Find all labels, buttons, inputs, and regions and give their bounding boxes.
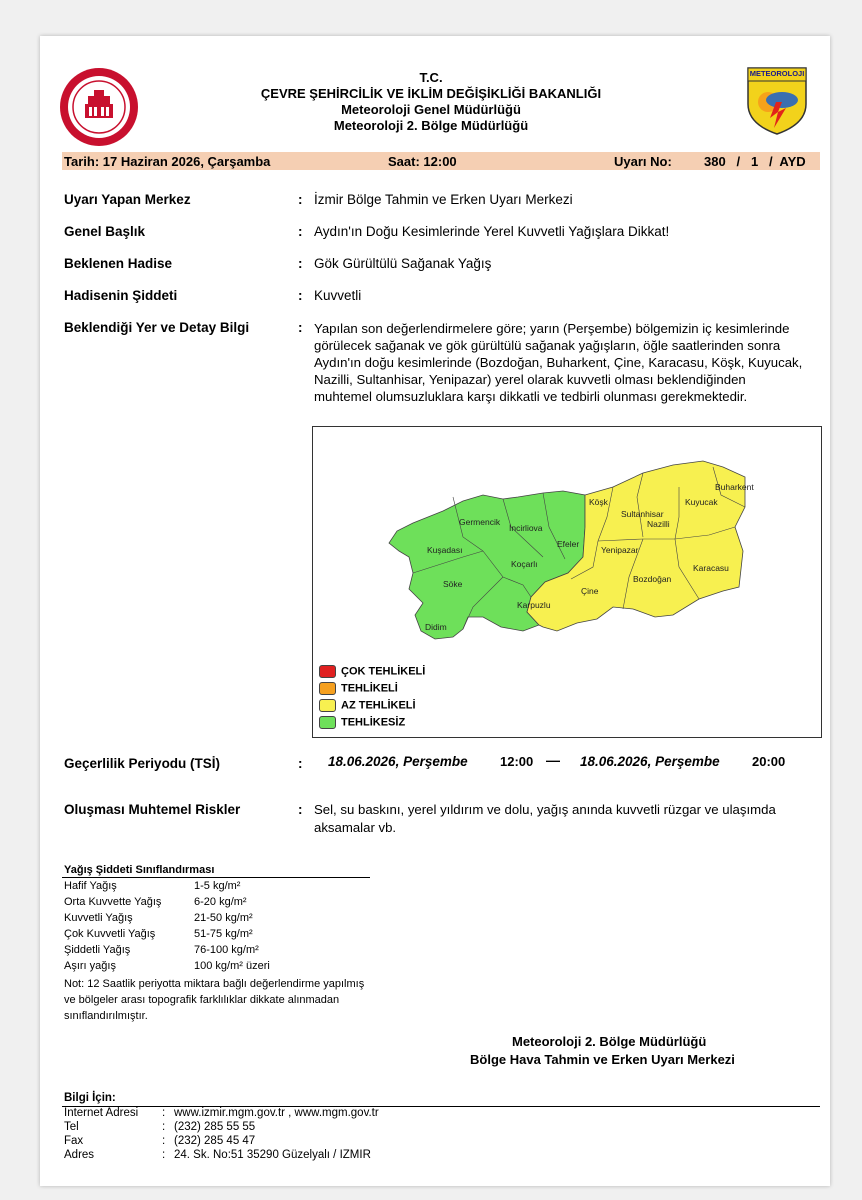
detail-label: Beklendiği Yer ve Detay Bilgi: [64, 320, 250, 335]
colon: :: [298, 288, 303, 303]
colon: :: [298, 320, 303, 335]
warning-no: 380 / 1 / AYD: [704, 154, 806, 169]
header-ministry: ÇEVRE ŞEHİRCİLİK VE İKLİM DEĞİŞİKLİĞİ BAKANLIĞI: [260, 86, 602, 101]
classification-value: 1-5 kg/m²: [194, 880, 241, 892]
classification-value: 100 kg/m² üzeri: [194, 960, 270, 972]
validity-label: Geçerlilik Periyodu (TSİ): [64, 756, 221, 771]
header-tc: T.C.: [419, 70, 443, 85]
colon: :: [162, 1121, 166, 1133]
signature-line2: Bölge Hava Tahmin ve Erken Uyarı Merkezi: [470, 1052, 735, 1067]
severity-label: Hadisenin Şiddeti: [64, 288, 178, 303]
colon: :: [298, 192, 303, 207]
classification-title: Yağış Şiddeti Sınıflandırması: [64, 864, 215, 876]
title-value: Aydın'ın Doğu Kesimlerinde Yerel Kuvvetli Yağışlara Dikkat!: [314, 224, 670, 239]
district-label-soke: Söke: [443, 579, 463, 589]
header-region: Meteoroloji 2. Bölge Müdürlüğü: [333, 118, 529, 133]
colon: :: [162, 1135, 166, 1147]
classification-divider: [62, 877, 370, 878]
classification-name: Şiddetli Yağış: [64, 944, 131, 956]
logo-text: METEOROLOJI: [749, 69, 805, 78]
classification-name: Orta Kuvvette Yağış: [64, 896, 162, 908]
colon: :: [298, 756, 303, 771]
event-label: Beklenen Hadise: [64, 256, 173, 271]
legend-item-tehlikeli: [319, 682, 398, 695]
district-label-bozdogan: Bozdoğan: [633, 574, 672, 584]
header-directorate: Meteoroloji Genel Müdürlüğü: [341, 102, 521, 117]
colon: :: [162, 1107, 166, 1119]
info-key: Internet Adresi: [64, 1107, 139, 1119]
info-value: (232) 285 55 55: [174, 1121, 256, 1133]
risks-label: Oluşması Muhtemel Riskler: [64, 802, 241, 817]
info-key: Fax: [64, 1135, 84, 1147]
district-label-kocarli: Koçarlı: [511, 559, 538, 569]
legend-label: TEHLİKESİZ: [341, 716, 406, 729]
district-label-karacasu: Karacasu: [693, 563, 729, 573]
district-label-efeler: Efeler: [557, 539, 580, 549]
district-label-buharkent: Buharkent: [715, 482, 754, 492]
info-value: (232) 285 45 47: [174, 1135, 256, 1147]
classification-value: 21-50 kg/m²: [194, 912, 253, 924]
classification-value: 51-75 kg/m²: [194, 928, 253, 940]
legend-item-az-tehlikeli: [319, 699, 416, 712]
district-label-kosk: Köşk: [589, 497, 608, 507]
signature-line1: Meteoroloji 2. Bölge Müdürlüğü: [512, 1034, 707, 1049]
district-label-didim: Didim: [425, 622, 447, 632]
warning-date: Tarih: 17 Haziran 2026, Çarşamba: [64, 154, 271, 169]
warning-no-label: Uyarı No:: [614, 154, 672, 169]
info-title: Bilgi İçin:: [64, 1092, 116, 1104]
colon: :: [298, 256, 303, 271]
legend-label: TEHLİKELİ: [341, 682, 398, 695]
classification-value: 76-100 kg/m²: [194, 944, 259, 956]
legend-swatch: [319, 682, 336, 695]
center-value: İzmir Bölge Tahmin ve Erken Uyarı Merkezi: [314, 192, 573, 207]
warning-map: [312, 426, 822, 738]
info-value: www.izmir.mgm.gov.tr , www.mgm.gov.tr: [174, 1107, 379, 1119]
legend-swatch: [319, 665, 336, 678]
district-label-cine: Çine: [581, 586, 599, 596]
legend-item-cok-tehlikeli: [319, 665, 425, 678]
legend-label: AZ TEHLİKELİ: [341, 699, 416, 712]
warning-time: Saat: 12:00: [388, 154, 457, 169]
validity-end-date: 18.06.2026, Perşembe: [580, 754, 720, 769]
validity-dash: —: [546, 752, 560, 768]
legend-swatch: [319, 716, 336, 729]
severity-value: Kuvvetli: [314, 288, 362, 303]
district-label-kusadasi: Kuşadası: [427, 545, 463, 555]
validity-start-date: 18.06.2026, Perşembe: [328, 754, 468, 769]
classification-note: Not: 12 Saatlik periyotta miktara bağlı değerlendirme yapılmış ve bölgeler arası topografik farklılıklar dikkate alınmadan sınıflandırılmıştır.: [64, 978, 365, 1022]
classification-name: Çok Kuvvetli Yağış: [64, 928, 156, 940]
validity-end-time: 20:00: [752, 754, 786, 769]
colon: :: [162, 1149, 166, 1161]
detail-value: Yapılan son değerlendirmelere göre; yarın (Perşembe) bölgemizin iç kesimlerinde görülecek sağanak ve gök gürültülü sağanak yağışların, öğle saatlerinden sonra Aydın'ın doğu kesimlerinde (Bozdoğan, Buharkent, Çine, Karacasu, Köşk, Kuyucak, Nazilli, Sultanhisar, Yenipazar) yerel olarak kuvvetli olması beklendiğinden muhtemel olumsuzluklara karşı dikkatli ve tedbirli olunması gerekmektedir.: [314, 321, 803, 404]
classification-name: Aşırı yağış: [64, 960, 116, 972]
colon: :: [298, 802, 303, 817]
center-label: Uyarı Yapan Merkez: [64, 192, 191, 207]
colon: :: [298, 224, 303, 239]
classification-name: Kuvvetli Yağış: [64, 912, 133, 924]
info-key: Adres: [64, 1149, 95, 1161]
district-label-incirliova: İncirliova: [509, 523, 543, 533]
district-label-yenipazar: Yenipazar: [601, 545, 639, 555]
classification-value: 6-20 kg/m²: [194, 896, 247, 908]
event-value: Gök Gürültülü Sağanak Yağış: [314, 256, 492, 271]
meteoroloji-logo: [746, 66, 808, 136]
legend-item-tehlikesiz: [319, 716, 405, 729]
validity-start-time: 12:00: [500, 754, 534, 769]
info-value: 24. Sk. No:51 35290 Güzelyalı / IZMIR: [174, 1149, 371, 1161]
legend-label: ÇOK TEHLİKELİ: [341, 665, 426, 678]
title-label: Genel Başlık: [64, 224, 146, 239]
district-label-germencik: Germencik: [459, 517, 501, 527]
classification-name: Hafif Yağış: [64, 880, 117, 892]
district-label-sultanhisar: Sultanhisar: [621, 509, 664, 519]
info-key: Tel: [64, 1121, 79, 1133]
district-label-kuyucak: Kuyucak: [685, 497, 718, 507]
legend-swatch: [319, 699, 336, 712]
district-label-nazilli: Nazilli: [647, 519, 670, 529]
warning-info-bar: [62, 152, 820, 170]
district-label-karpuzlu: Karpuzlu: [517, 600, 551, 610]
risks-value: Sel, su baskını, yerel yıldırım ve dolu, yağış anında kuvvetli rüzgar ve ulaşımda aksamalar vb.: [314, 802, 776, 835]
